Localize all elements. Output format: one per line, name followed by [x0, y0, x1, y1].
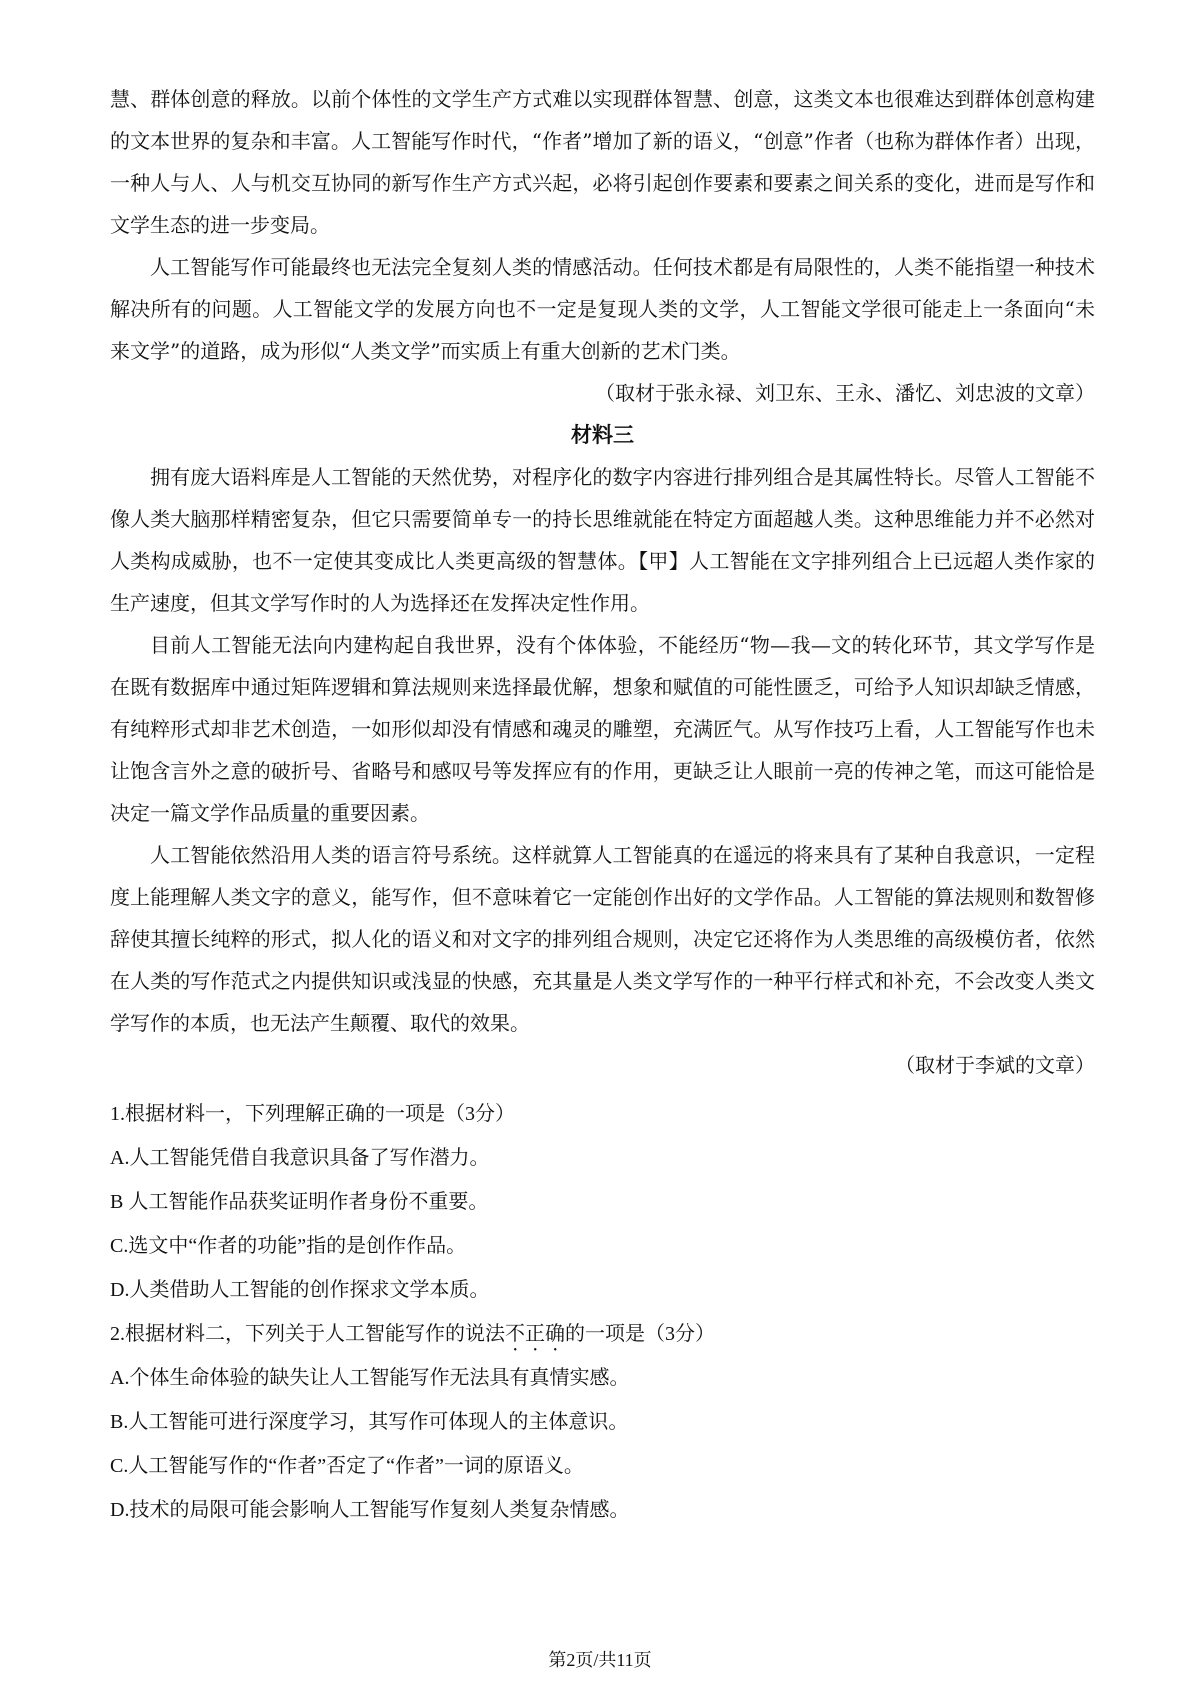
page-content: [110, 78, 1095, 1532]
questions-section: [110, 1092, 1095, 1532]
question-2-option-b: B.人工智能可进行深度学习，其写作可体现人的主体意识。: [110, 1411, 629, 1433]
question-2-stem: [110, 1312, 1095, 1356]
question-2-stem-start: 2.根据材料二，下列关于人工智能写作的说法: [110, 1323, 505, 1345]
question-2-emphasis: 不正确: [505, 1323, 565, 1345]
material2-paragraph: 人工智能写作可能最终也无法完全复刻人类的情感活动。任何技术都是有局限性的，人类不能指望一种技术解决所有的问题。人工智能文学的发展方向也不一定是复现人类的文学，人工智能文学很可能走上一条面向“未来文学”的道路，成为形似“人类文学”而实质上有重大创新的艺术门类。: [110, 255, 1095, 363]
material2-source: （取材于张永禄、刘卫东、王永、潘忆、刘忠波的文章）: [595, 381, 1095, 405]
question-2-stem-end: 的一项是（3分）: [565, 1323, 715, 1345]
question-1-option-d: D.人类借助人工智能的创作探求文学本质。: [110, 1279, 490, 1301]
question-2-option-c: C.人工智能写作的“作者”否定了“作者”一词的原语义。: [110, 1455, 584, 1477]
material3-title: 材料三: [571, 423, 634, 447]
material3-paragraph-3: 人工智能依然沿用人类的语言符号系统。这样就算人工智能真的在遥远的将来具有了某种自我意识，一定程度上能理解人类文字的意义，能写作，但不意味着它一定能创作出好的文学作品。人工智能的算法规则和数智修辞使其擅长纯粹的形式，拟人化的语义和对文字的排列组合规则，决定它还将作为人类思维的高级模仿者，依然在人类的写作范式之内提供知识或浅显的快感，充其量是人类文学写作的一种平行样式和补充，不会改变人类文学写作的本质，也无法产生颠覆、取代的效果。: [110, 843, 1095, 1035]
question-2-option-d: D.技术的局限可能会影响人工智能写作复刻人类复杂情感。: [110, 1499, 630, 1521]
material2-paragraph-continued: 慧、群体创意的释放。以前个体性的文学生产方式难以实现群体智慧、创意，这类文本也很难达到群体创意构建的文本世界的复杂和丰富。人工智能写作时代，“作者”增加了新的语义，“创意”作者（也称为群体作者）出现，一种人与人、人与机交互协同的新写作生产方式兴起，必将引起创作要素和要素之间关系的变化，进而是写作和文学生态的进一步变局。: [110, 87, 1095, 237]
material3-paragraph-1: 拥有庞大语料库是人工智能的天然优势，对程序化的数字内容进行排列组合是其属性特长。尽管人工智能不像人类大脑那样精密复杂，但它只需要简单专一的持长思维就能在特定方面超越人类。这种思维能力并不必然对人类构成威胁，也不一定使其变成比人类更高级的智慧体。【甲】人工智能在文字排列组合上已远超人类作家的生产速度，但其文学写作时的人为选择还在发挥决定性作用。: [110, 465, 1095, 615]
material3-source: （取材于李斌的文章）: [895, 1053, 1095, 1077]
question-1-option-c: C.选文中“作者的功能”指的是创作作品。: [110, 1235, 467, 1257]
question-1-stem: 1.根据材料一，下列理解正确的一项是（3分）: [110, 1103, 515, 1125]
question-1-option-b: B 人工智能作品获奖证明作者身份不重要。: [110, 1191, 489, 1213]
question-2-option-a: A.个体生命体验的缺失让人工智能写作无法具有真情实感。: [110, 1367, 630, 1389]
material3-paragraph-2: 目前人工智能无法向内建构起自我世界，没有个体体验，不能经历“物—我—文的转化环节，其文学写作是在既有数据库中通过矩阵逻辑和算法规则来选择最优解，想象和赋值的可能性匮乏，可给予人知识却缺乏情感，有纯粹形式却非艺术创造，一如形似却没有情感和魂灵的雕塑，充满匠气。从写作技巧上看，人工智能写作也未让饱含言外之意的破折号、省略号和感叹号等发挥应有的作用，更缺乏让人眼前一亮的传神之笔，而这可能恰是决定一篇文学作品质量的重要因素。: [110, 633, 1095, 825]
page-number-footer: 第2页/共11页: [548, 1650, 652, 1670]
question-1-option-a: A.人工智能凭借自我意识具备了写作潜力。: [110, 1147, 490, 1169]
